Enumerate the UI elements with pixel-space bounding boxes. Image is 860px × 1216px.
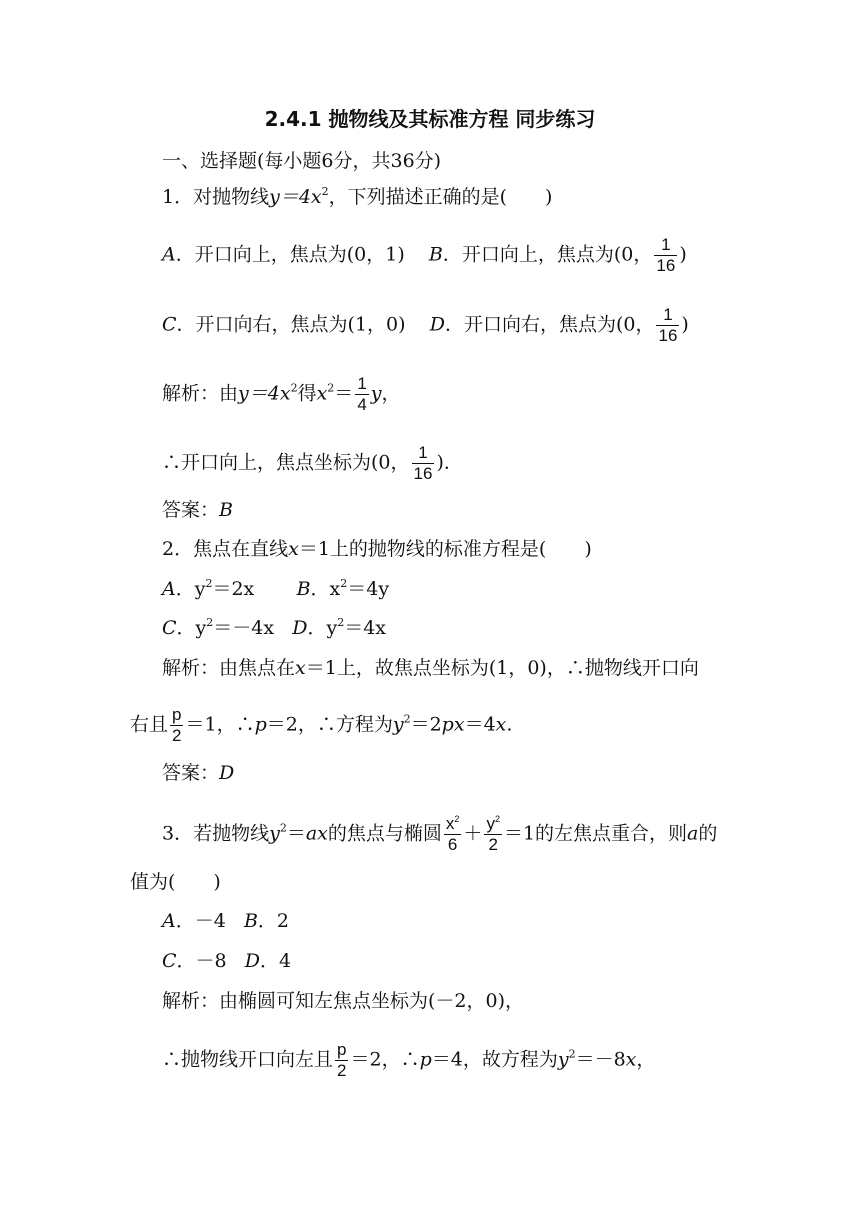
q2-solution-2: 右且 $\frac{p}{2}$ ＝1，∴p＝2，∴方程为$y^2=2px=4x$. (130, 705, 513, 745)
q3-solution-2: ∴抛物线开口向左且 $\frac{p}{2}$ ＝2，∴p＝4，故方程为$y^2=-8x$， (162, 1040, 656, 1080)
fraction: $\frac{y^2}{2}$ (486, 814, 500, 854)
fraction: $\frac{p}{2}$ (337, 1040, 347, 1080)
q2-options-ab: A．$y^2=2x$ B．$x^2=4y$ (162, 577, 390, 600)
q2-answer: 答案：D (162, 762, 235, 784)
q3-stem: 3．若抛物线$y^2=ax$的焦点与椭圆 $\frac{x^2}{6}$ ＋ $\frac{y^2}{2}$ ＝1的左焦点重合，则a的 (162, 814, 718, 854)
fraction: $\frac{1}{4}$ (357, 374, 367, 414)
fraction: $\frac{1}{16}$ (658, 305, 678, 345)
q3-stem-2: 值为( ) (130, 871, 221, 893)
page-title: 2.4.1 抛物线及其标准方程 同步练习 (264, 107, 596, 131)
q1-stem: 1．对抛物线$y=4x^2$，下列描述正确的是( ) (162, 185, 553, 208)
q1-answer: 答案：B (162, 499, 233, 521)
section-heading: 一、选择题(每小题6分，共36分) (162, 150, 442, 172)
q1-options-ab: A．开口向上，焦点为(0，1) B．开口向上，焦点为(0， $\frac{1}{16}$ ) (162, 235, 687, 275)
fraction: $\frac{x^2}{6}$ (445, 814, 460, 854)
q3-options-cd: C．－8 D．4 (162, 950, 292, 972)
fraction: $\frac{p}{2}$ (172, 705, 182, 745)
fraction: $\frac{1}{16}$ (656, 235, 676, 275)
fraction: $\frac{1}{16}$ (413, 443, 433, 483)
q2-solution: 解析：由焦点在x＝1上，故焦点坐标为(1，0)，∴抛物线开口向 (162, 657, 699, 679)
q1-solution: 解析：由$y=4x^2$得$x^2=$ $\frac{1}{4}$ y， (162, 374, 401, 414)
q3-solution: 解析：由椭圆可知左焦点坐标为(－2，0)， (162, 990, 525, 1012)
q1-solution-2: ∴开口向上，焦点坐标为(0， $\frac{1}{16}$ )． (162, 443, 463, 483)
q2-options-cd: C．$y^2=-4x$ D．$y^2=4x$ (162, 616, 386, 639)
q2-stem: 2．焦点在直线x＝1上的抛物线的标准方程是( ) (162, 538, 592, 560)
q3-options-ab: A．－4 B．2 (162, 910, 290, 932)
q1-options-cd: C．开口向右，焦点为(1，0) D．开口向右，焦点为(0， $\frac{1}{16}$ ) (162, 305, 689, 345)
